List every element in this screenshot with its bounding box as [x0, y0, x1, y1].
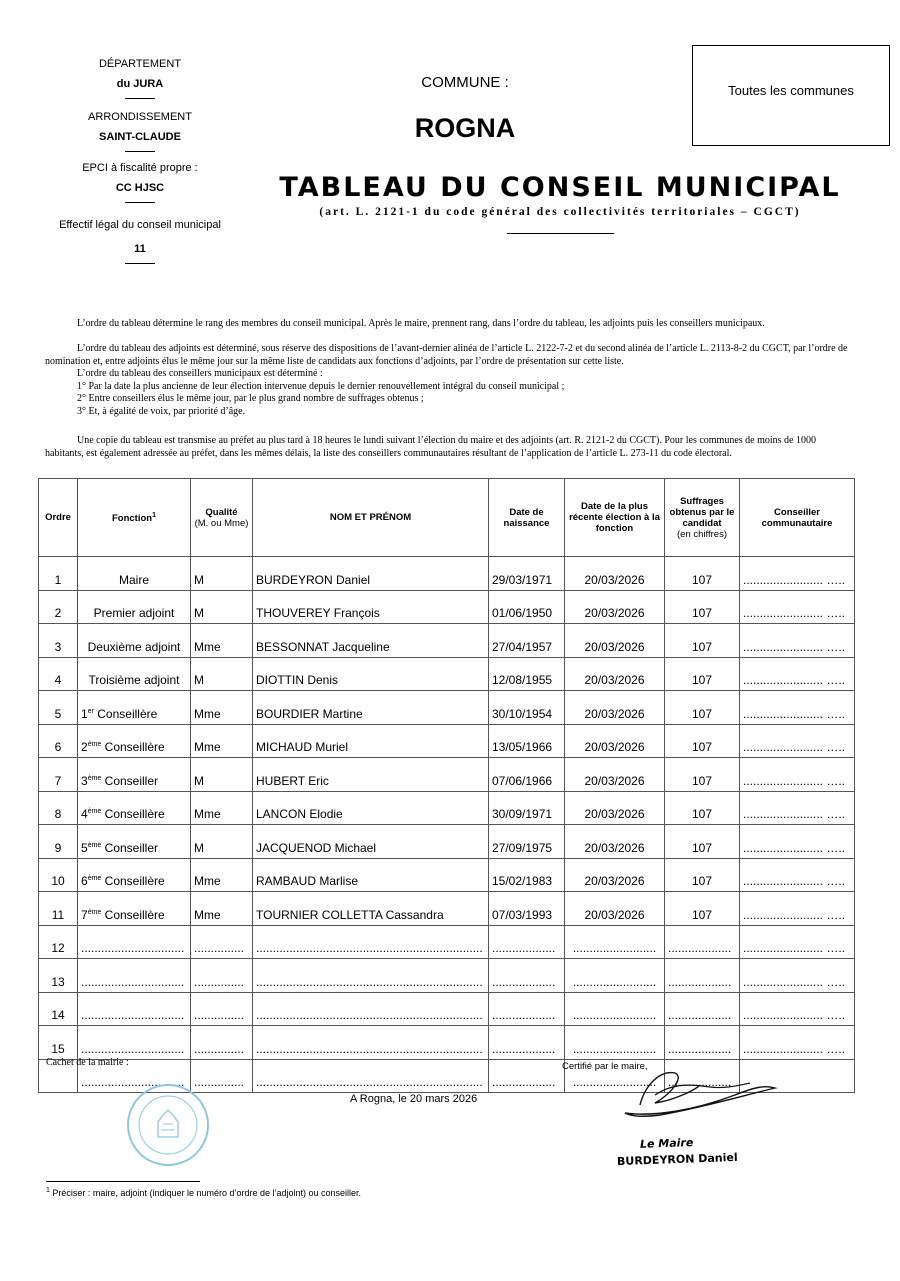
table-row — [39, 791, 855, 825]
cell-naissance: ................... — [489, 959, 565, 993]
cell-election: 20/03/2026 — [565, 691, 665, 725]
commune-label: COMMUNE : — [421, 74, 509, 91]
table-row-blank — [39, 959, 855, 993]
cell-election: 20/03/2026 — [565, 590, 665, 624]
intro-paragraph — [45, 318, 857, 331]
cell-fonction — [78, 691, 191, 725]
fonction-label: Conseillère — [101, 907, 165, 922]
communes-box: Toutes les communes — [692, 45, 890, 146]
cell-naissance: 27/09/1975 — [489, 825, 565, 859]
arrondissement-value: SAINT-CLAUDE — [99, 131, 181, 143]
cell-ordre: 14 — [39, 992, 78, 1026]
table-row — [39, 657, 855, 691]
cell-qualite: M — [191, 590, 253, 624]
paragraph-adjoints: L’ordre du tableau des adjoints est déterminé, sous réserve des dispositions de l’avant-dernier alinéa de l’article L. 2122-7-2 et du second alinéa de l’article L. 2113-8-2 du CGCT, par l’ordre de nomination et, entre adjoints élus le même jour sur la même liste de candidats aux fonctions d’adjoints, par l’ordre de présentation sur cette liste. — [45, 343, 848, 367]
fonction-rank-suffix: er — [87, 707, 94, 715]
cell-election: 20/03/2026 — [565, 758, 665, 792]
mairie-stamp — [125, 1082, 211, 1168]
cell-qualite: ............... — [191, 1059, 253, 1093]
cell-suffrages: ................... — [665, 959, 740, 993]
fonction-rank-suffix: ème — [87, 908, 102, 916]
table-row-blank — [39, 1026, 855, 1060]
cell-election: ......................... — [565, 992, 665, 1026]
header-communautaire: Conseiller communautaire — [740, 479, 855, 557]
effectif-label: Effectif légal du conseil municipal — [59, 219, 221, 231]
cell-fonction — [78, 858, 191, 892]
cell-nom: TOURNIER COLLETTA Cassandra — [253, 892, 489, 926]
cell-ordre: 3 — [39, 624, 78, 658]
fonction-label: Maire — [118, 572, 149, 587]
cell-ordre: 8 — [39, 791, 78, 825]
cell-suffrages: 107 — [665, 657, 740, 691]
cell-nom: THOUVEREY François — [253, 590, 489, 624]
fonction-rank: 5 — [81, 840, 88, 855]
cell-election: 20/03/2026 — [565, 657, 665, 691]
place-date: A Rogna, le 20 mars 2026 — [350, 1093, 478, 1105]
fonction-rank-suffix: ème — [87, 808, 102, 815]
cell-fonction: ............................... — [78, 1059, 191, 1093]
cell-suffrages: 107 — [665, 590, 740, 624]
cell-qualite: M — [191, 825, 253, 859]
cell-nom: LANCON Elodie — [253, 791, 489, 825]
cell-ordre: 6 — [39, 724, 78, 758]
fonction-rank: 1 — [81, 706, 88, 721]
cell-qualite: ............... — [191, 959, 253, 993]
cell-election: 20/03/2026 — [565, 724, 665, 758]
cell-election: 20/03/2026 — [565, 858, 665, 892]
cell-election: 20/03/2026 — [565, 557, 665, 591]
header-ordre: Ordre — [39, 479, 78, 557]
cell-qualite: Mme — [191, 791, 253, 825]
cell-suffrages: 107 — [665, 557, 740, 591]
cell-election: ......................... — [565, 959, 665, 993]
cell-election: ......................... — [565, 1026, 665, 1060]
table-row — [39, 590, 855, 624]
cell-fonction: ............................... — [78, 959, 191, 993]
footnote-text: Préciser : maire, adjoint (indiquer le numéro d’ordre de l’adjoint) ou conseiller. — [49, 1188, 362, 1198]
cell-nom: DIOTTIN Denis — [253, 657, 489, 691]
cell-ordre: 15 — [39, 1026, 78, 1060]
fonction-label: Conseillère — [101, 740, 165, 754]
cell-naissance: 30/09/1971 — [489, 791, 565, 825]
table-row — [39, 557, 855, 591]
fonction-label: Conseiller — [101, 840, 159, 855]
cell-ordre: 1 — [39, 557, 78, 591]
cell-fonction — [78, 557, 191, 591]
divider — [125, 151, 155, 152]
commune-name: ROGNA — [414, 113, 516, 143]
cell-fonction — [78, 758, 191, 792]
cell-nom: .................................................................... — [253, 959, 489, 993]
cell-suffrages: ................... — [665, 925, 740, 959]
cell-ordre: 9 — [39, 825, 78, 859]
cell-nom: RAMBAUD Marlise — [253, 858, 489, 892]
cachet-label: Cachet de la mairie : — [46, 1057, 129, 1068]
header-suffrages-label: Suffrages obtenus par le candidat — [669, 495, 735, 529]
fonction-label: Conseillère — [93, 706, 158, 721]
header-naissance: Date de naissance — [489, 479, 565, 557]
cell-fonction — [78, 624, 191, 658]
cell-qualite: Mme — [191, 624, 253, 658]
header-qualite — [191, 479, 253, 557]
cell-communautaire: ........................ ….. — [740, 858, 855, 892]
cell-suffrages: 107 — [665, 691, 740, 725]
cell-election: ......................... — [565, 925, 665, 959]
table-row — [39, 858, 855, 892]
table-row — [39, 758, 855, 792]
table-row — [39, 724, 855, 758]
cell-qualite: Mme — [191, 858, 253, 892]
paragraph-conseillers: L’ordre du tableau des conseillers municipaux est déterminé : — [77, 368, 323, 379]
cell-fonction — [78, 657, 191, 691]
fonction-rank-suffix: ème — [87, 875, 102, 882]
cell-suffrages: 107 — [665, 892, 740, 926]
council-table — [38, 478, 855, 1093]
cell-election: ......................... — [565, 1059, 665, 1093]
fonction-rank: 7 — [81, 907, 88, 922]
cell-fonction — [78, 724, 191, 758]
cell-naissance: ................... — [489, 1059, 565, 1093]
cell-naissance: 15/02/1983 — [489, 858, 565, 892]
fonction-label: Deuxième adjoint — [87, 639, 181, 654]
cell-election: 20/03/2026 — [565, 825, 665, 859]
page-title: TABLEAU DU CONSEIL MUNICIPAL — [279, 172, 841, 203]
fonction-label: Premier adjoint — [93, 606, 175, 620]
cell-suffrages: 107 — [665, 624, 740, 658]
fonction-rank: 4 — [81, 807, 88, 821]
cell-communautaire: ........................ ….. — [740, 758, 855, 792]
divider — [125, 98, 155, 99]
cell-communautaire: ........................ ….. — [740, 590, 855, 624]
cell-naissance: 30/10/1954 — [489, 691, 565, 725]
paragraph-copie: Une copie du tableau est transmise au préfet au plus tard à 18 heures le lundi suivant l’élection du maire et des adjoints (art. R. 2121-2 du CGCT). Pour les communes de moins de 1000 habitants, est également adressée au préfet, dans les mêmes délais, la liste des conseillers communautaires résultant de l’application de l’article L. 273-11 du code électoral. — [45, 435, 816, 459]
cell-fonction: ............................... — [78, 992, 191, 1026]
cell-nom: .................................................................... — [253, 1026, 489, 1060]
cell-communautaire: ........................ ….. — [740, 557, 855, 591]
departement-value: du JURA — [116, 78, 164, 90]
table-row-blank — [39, 992, 855, 1026]
footnote-divider — [46, 1181, 200, 1182]
cell-qualite: Mme — [191, 724, 253, 758]
cell-communautaire: ........................ ….. — [740, 1026, 855, 1060]
fonction-rank: 2 — [81, 740, 88, 754]
cell-communautaire: ........................ ….. — [740, 959, 855, 993]
divider — [125, 263, 155, 264]
maire-signature — [615, 1055, 785, 1130]
footnote — [46, 1187, 361, 1198]
cell-nom: .................................................................... — [253, 925, 489, 959]
table-row — [39, 691, 855, 725]
header-suffrages — [665, 479, 740, 557]
table-header-row — [39, 479, 855, 557]
cell-ordre: 4 — [39, 657, 78, 691]
cell-suffrages: ................... — [665, 1026, 740, 1060]
fonction-rank-suffix: ème — [87, 741, 102, 748]
header-nom: NOM ET PRÉNOM — [253, 479, 489, 557]
cell-qualite: Mme — [191, 892, 253, 926]
fonction-label: Conseillère — [101, 874, 165, 888]
cell-ordre: 2 — [39, 590, 78, 624]
cell-suffrages: 107 — [665, 858, 740, 892]
cell-naissance: ................... — [489, 992, 565, 1026]
fonction-rank: 6 — [81, 874, 88, 888]
cell-ordre: 10 — [39, 858, 78, 892]
cell-naissance: ................... — [489, 925, 565, 959]
fonction-label: Troisième adjoint — [88, 673, 180, 687]
cell-qualite: Mme — [191, 691, 253, 725]
cell-communautaire: ........................ ….. — [740, 992, 855, 1026]
cell-nom: MICHAUD Muriel — [253, 724, 489, 758]
cell-election: 20/03/2026 — [565, 791, 665, 825]
cell-ordre: 12 — [39, 925, 78, 959]
footnote-ref: 1 — [152, 512, 156, 520]
cell-communautaire: ........................ ….. — [740, 657, 855, 691]
header-qualite-sub: (M. ou Mme) — [194, 517, 249, 529]
cell-suffrages: 107 — [665, 758, 740, 792]
maire-name: BURDEYRON Daniel — [616, 1150, 738, 1169]
cell-ordre: 11 — [39, 892, 78, 926]
cell-fonction: ............................... — [78, 925, 191, 959]
fonction-rank-suffix: ème — [87, 774, 102, 782]
cell-nom: .................................................................... — [253, 1059, 489, 1093]
cell-fonction — [78, 590, 191, 624]
cell-suffrages: 107 — [665, 825, 740, 859]
fonction-rank: 3 — [81, 773, 88, 788]
cell-naissance: 07/06/1966 — [489, 758, 565, 792]
table-row-blank — [39, 925, 855, 959]
table-row — [39, 624, 855, 658]
certifie-label: Certifié par le maire, — [562, 1061, 648, 1072]
cell-naissance: 07/03/1993 — [489, 892, 565, 926]
cell-suffrages: 107 — [665, 791, 740, 825]
page-subtitle: (art. L. 2121-1 du code général des collectivités territoriales – CGCT) — [319, 206, 801, 218]
cell-nom: BESSONNAT Jacqueline — [253, 624, 489, 658]
cell-suffrages: ................... — [665, 992, 740, 1026]
divider — [125, 202, 155, 203]
cell-election: 20/03/2026 — [565, 624, 665, 658]
cell-qualite: ............... — [191, 1026, 253, 1060]
header-fonction-label: Fonction — [111, 513, 153, 525]
cell-nom: .................................................................... — [253, 992, 489, 1026]
arrondissement-label: ARRONDISSEMENT — [88, 111, 192, 123]
cell-fonction — [78, 825, 191, 859]
copie-paragraph — [45, 435, 857, 460]
header-qualite-label: Qualité — [205, 506, 238, 518]
cell-communautaire: ........................ ….. — [740, 724, 855, 758]
cell-communautaire: ........................ ….. — [740, 892, 855, 926]
cell-nom: HUBERT Eric — [253, 758, 489, 792]
header-left-block — [40, 58, 240, 276]
header-fonction — [78, 479, 191, 557]
cell-naissance: 29/03/1971 — [489, 557, 565, 591]
epci-value: CC HJSC — [115, 182, 165, 194]
cell-communautaire: ........................ ….. — [740, 624, 855, 658]
cell-communautaire: ........................ ….. — [740, 691, 855, 725]
epci-label: EPCI à fiscalité propre : — [82, 162, 198, 174]
cell-qualite: M — [191, 557, 253, 591]
cell-ordre: 13 — [39, 959, 78, 993]
rule-2: 2° Entre conseillers élus le même jour, par le plus grand nombre de suffrages obtenus ; — [77, 393, 424, 404]
departement-label: DÉPARTEMENT — [98, 58, 182, 70]
cell-communautaire: ........................ ….. — [740, 791, 855, 825]
cell-suffrages: ................... — [665, 1059, 740, 1093]
cell-nom: BOURDIER Martine — [253, 691, 489, 725]
cell-communautaire: ........................ ….. — [740, 925, 855, 959]
rule-3: 3° Et, à égalité de voix, par priorité d’âge. — [77, 405, 246, 417]
fonction-label: Conseillère — [101, 807, 165, 821]
cell-fonction — [78, 791, 191, 825]
cell-qualite: ............... — [191, 925, 253, 959]
cell-qualite: M — [191, 758, 253, 792]
adjoints-paragraph — [45, 343, 857, 418]
cell-fonction — [78, 892, 191, 926]
cell-qualite: M — [191, 657, 253, 691]
cell-naissance: ................... — [489, 1026, 565, 1060]
cell-communautaire: ........................ ….. — [740, 825, 855, 859]
cell-naissance: 27/04/1957 — [489, 624, 565, 658]
table-row — [39, 825, 855, 859]
title-divider — [507, 233, 614, 234]
cell-naissance: 13/05/1966 — [489, 724, 565, 758]
cell-naissance: 01/06/1950 — [489, 590, 565, 624]
cell-ordre: 5 — [39, 691, 78, 725]
rule-1: 1° Par la date la plus ancienne de leur élection intervenue depuis le dernier renouvellement intégral du conseil municipal ; — [77, 380, 565, 392]
maire-title: Le Maire — [639, 1136, 694, 1151]
cell-suffrages: 107 — [665, 724, 740, 758]
cell-nom: BURDEYRON Daniel — [253, 557, 489, 591]
header-suffrages-sub: (en chiffres) — [677, 528, 727, 540]
header-election: Date de la plus récente élection à la fonction — [565, 479, 665, 557]
cell-fonction: ............................... — [78, 1026, 191, 1060]
table-row — [39, 892, 855, 926]
cell-nom: JACQUENOD Michael — [253, 825, 489, 859]
footnote-number: 1 — [46, 1187, 50, 1194]
effectif-value: 11 — [134, 243, 146, 255]
cell-naissance: 12/08/1955 — [489, 657, 565, 691]
cell-election: 20/03/2026 — [565, 892, 665, 926]
cell-ordre: 7 — [39, 758, 78, 792]
cell-qualite: ............... — [191, 992, 253, 1026]
fonction-rank-suffix: ème — [87, 841, 102, 849]
fonction-label: Conseiller — [101, 773, 159, 788]
paragraph-ordre: L’ordre du tableau détermine le rang des membres du conseil municipal. Après le maire, prennent rang, dans l’ordre du tableau, les adjoints puis les conseillers municipaux. — [77, 318, 765, 329]
